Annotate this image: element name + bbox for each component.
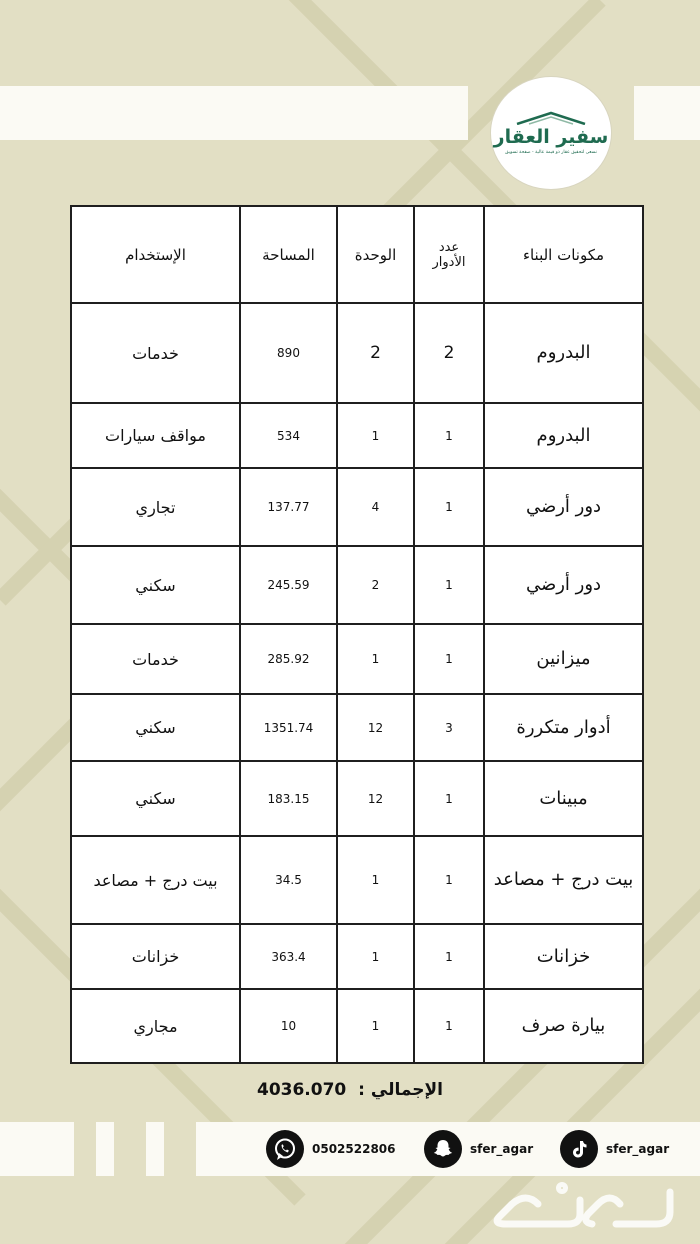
table-row: [71, 468, 643, 546]
cell-use: مجاري: [71, 989, 240, 1063]
table-row: [71, 546, 643, 624]
cell-component: بيارة صرف: [484, 989, 643, 1063]
cell-units: 12: [337, 694, 414, 761]
cell-component: ميزانين: [484, 624, 643, 694]
logo-tagline: نسعى لتحقيق عقار ذو قيمة عالية - صفحة تسويق: [505, 150, 597, 155]
cell-component: دور أرضي: [484, 546, 643, 624]
header-area: المساحة: [240, 206, 337, 303]
table-header-row: [71, 206, 643, 303]
cell-use: تجاري: [71, 468, 240, 546]
header-band-left: [0, 86, 468, 140]
header-floors: عدد الأدوار: [414, 206, 484, 303]
total-value: 4036.070: [256, 1080, 347, 1100]
tiktok-handle: sfer_agar: [606, 1142, 670, 1156]
cell-units: 2: [337, 546, 414, 624]
cell-component: خزانات: [484, 924, 643, 989]
total-label: الإجمالي :: [358, 1080, 443, 1100]
cell-area: 137.77: [240, 468, 337, 546]
cell-component: دور أرضي: [484, 468, 643, 546]
cell-floors: 3: [414, 694, 484, 761]
header-units: الوحدة: [337, 206, 414, 303]
cell-floors: 1: [414, 761, 484, 836]
cell-area: 1351.74: [240, 694, 337, 761]
cell-use: سكني: [71, 761, 240, 836]
cell-area: 34.5: [240, 836, 337, 924]
cell-area: 890: [240, 303, 337, 403]
cell-units: 1: [337, 924, 414, 989]
cell-component: بيت درج + مصاعد: [484, 836, 643, 924]
header-component: مكونات البناء: [484, 206, 643, 303]
haraj-watermark: [470, 1180, 680, 1235]
footer-band-2: [96, 1122, 114, 1176]
cell-units: 1: [337, 989, 414, 1063]
cell-use: خدمات: [71, 624, 240, 694]
table-row: [71, 624, 643, 694]
tiktok-icon: [560, 1130, 598, 1168]
cell-units: 2: [337, 303, 414, 403]
cell-floors: 1: [414, 924, 484, 989]
whatsapp-number: 0502522806: [312, 1142, 396, 1156]
table-row: [71, 924, 643, 989]
total-line: [0, 1080, 700, 1100]
roof-icon: [513, 111, 589, 125]
cell-units: 4: [337, 468, 414, 546]
header-use: الإستخدام: [71, 206, 240, 303]
cell-component: مبينات: [484, 761, 643, 836]
cell-floors: 1: [414, 468, 484, 546]
snapchat-contact[interactable]: [424, 1130, 533, 1168]
cell-floors: 1: [414, 546, 484, 624]
table-row: [71, 303, 643, 403]
cell-component: البدروم: [484, 403, 643, 468]
cell-units: 1: [337, 403, 414, 468]
footer-band-1: [0, 1122, 74, 1176]
cell-units: 1: [337, 624, 414, 694]
cell-use: سكني: [71, 546, 240, 624]
cell-floors: 1: [414, 624, 484, 694]
logo-brand-name: سفير العقار: [493, 126, 609, 148]
cell-floors: 1: [414, 836, 484, 924]
cell-use: خدمات: [71, 303, 240, 403]
building-components-table: [70, 205, 644, 1064]
cell-area: 245.59: [240, 546, 337, 624]
header-band-right: [634, 86, 700, 140]
snapchat-icon: [424, 1130, 462, 1168]
cell-use: سكني: [71, 694, 240, 761]
table-row: [71, 403, 643, 468]
cell-floors: 2: [414, 303, 484, 403]
cell-units: 12: [337, 761, 414, 836]
cell-area: 534: [240, 403, 337, 468]
whatsapp-icon: [266, 1130, 304, 1168]
cell-use: بيت درج + مصاعد: [71, 836, 240, 924]
table-row: [71, 761, 643, 836]
footer-band-3: [146, 1122, 164, 1176]
table-row: [71, 989, 643, 1063]
snapchat-handle: sfer_agar: [470, 1142, 534, 1156]
cell-use: خزانات: [71, 924, 240, 989]
cell-area: 363.4: [240, 924, 337, 989]
cell-units: 1: [337, 836, 414, 924]
tiktok-contact[interactable]: [560, 1130, 669, 1168]
table-row: [71, 694, 643, 761]
cell-use: مواقف سيارات: [71, 403, 240, 468]
cell-component: أدوار متكررة: [484, 694, 643, 761]
whatsapp-contact[interactable]: [266, 1130, 396, 1168]
cell-component: البدروم: [484, 303, 643, 403]
cell-floors: 1: [414, 989, 484, 1063]
cell-area: 183.15: [240, 761, 337, 836]
table-row: [71, 836, 643, 924]
cell-floors: 1: [414, 403, 484, 468]
cell-area: 10: [240, 989, 337, 1063]
cell-area: 285.92: [240, 624, 337, 694]
logo: [490, 76, 612, 190]
